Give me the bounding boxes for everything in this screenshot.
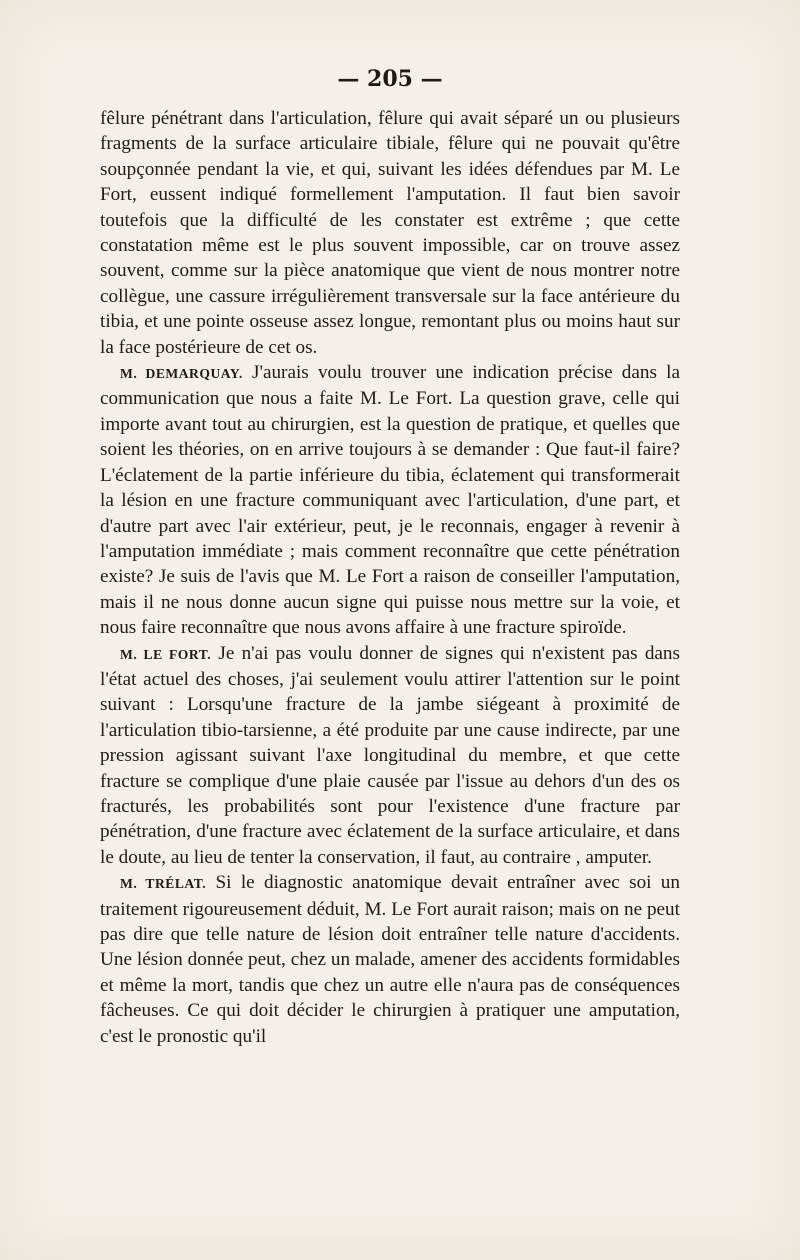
paragraph-text: J'aurais voulu trouver une indication précise dans la communication que nous a faite M. Le Fort. La question grave, celle qui importe avant tout au chirurgien, est la question de pratique, et quelles que soient les théories, on en arrive toujours à se demander : Que faut-il faire? L'éclatement de la partie inférieure du tibia, éclatement qui transformerait la lésion en une fracture communiquant avec l'articulation, d'une part, et d'autre part avec l'air extérieur, peut, je le reconnais, engager à revenir à l'amputation immédiate ; mais comment reconnaître que cette pénétration existe? Je suis de l'avis que M. Le Fort a raison de conseiller l'amputation, mais il ne nous donne aucun signe qui puisse nous mettre sur la voie, et nous faire reconnaître que nous avons affaire à une fracture spiroïde. (100, 362, 681, 639)
speaker-name: M. LE FORT. (120, 646, 212, 662)
paragraph-text: Si le diagnostic anatomique devait entraîner avec soi un traitement rigoureusement déduit, M. Le Fort aurait raison; mais on ne peut pas dire que telle nature de lésion doit entraîner telle nature d'accidents. Une lésion donnée peut, chez un malade, amener des accidents formidables et même la mort, tandis que chez un autre elle n'aura pas de conséquences fâcheuses. Ce qui doit décider le chirurgien à pratiquer une amputation, c'est le pronostic qu'il (100, 872, 680, 1047)
paragraph-continuation (100, 106, 680, 360)
paragraph-text: Je n'ai pas voulu donner de signes qui n'existent pas dans l'état actuel des choses, j'ai seulement voulu attirer l'attention sur le point suivant : Lorsqu'une fracture de la jambe siégeant à proximité de l'articulation tibio-tarsienne, a été produite par une cause indirecte, par une pression agissant suivant l'axe longitudinal du membre, et que cette fracture se complique d'une plaie causée par l'issue au dehors d'un des os fracturés, les probabilités sont pour l'existence d'une fracture par pénétration, d'une fracture avec éclatement de la surface articulaire, et dans le doute, au lieu de tenter la conservation, il faut, au contraire , amputer. (100, 642, 680, 868)
paragraph-trelat (100, 870, 680, 1049)
paragraph-text: fêlure pénétrant dans l'articulation, fêlure qui avait séparé un ou plusieurs fragments de la surface articulaire tibiale, fêlure qui ne pouvait qu'être soupçonnée pendant la vie, et qui, suivant les idées défendues par M. Le Fort, eussent indiqué formellement l'amputation. Il faut bien savoir toutefois que la difficulté de les constater est extrême ; que cette constatation même est le plus souvent impossible, car on trouve assez souvent, comme sur la pièce anatomique que vient de nous montrer notre collègue, une cassure irrégulièrement transversale sur la face antérieure du tibia, et une pointe osseuse assez longue, remontant plus ou moins haut sur la face postérieure de cet os. (100, 108, 680, 358)
paragraph-le-fort (100, 641, 680, 871)
paragraph-demarquay (100, 360, 680, 640)
speaker-name: M. TRÉLAT. (120, 876, 207, 892)
body-text (100, 106, 680, 1049)
page-number: — 205 — (337, 66, 443, 92)
speaker-name: M. DEMARQUAY. (120, 366, 243, 382)
